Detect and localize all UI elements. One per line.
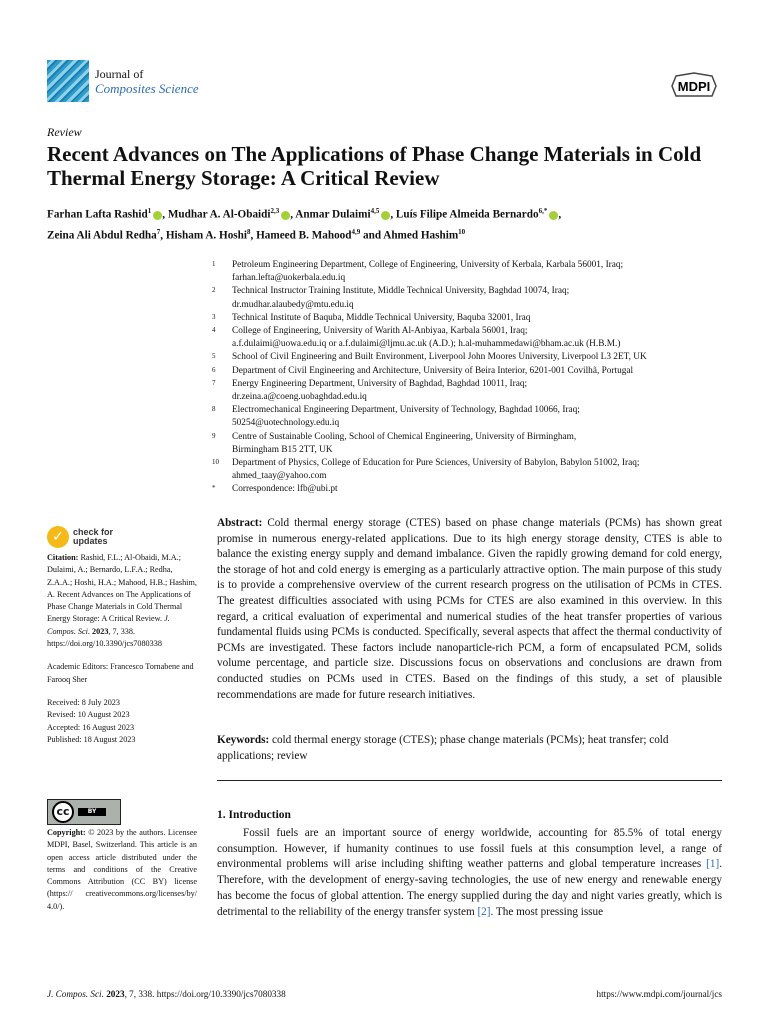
footer-citation — [47, 989, 286, 999]
citation-label: Citation: — [47, 553, 79, 562]
affiliation-line: Energy Engineering Department, University of Baghdad, Baghdad 10011, Iraq; — [232, 378, 528, 389]
updates-line2: updates — [73, 536, 108, 546]
author-affiliation-marker: 1 — [147, 207, 152, 215]
intro-text-3: . The most pressing issue — [490, 905, 604, 918]
intro-text-1: Fossil fuels are an important source of energy worldwide, accounting for 85.5% of total energy consumption. However, if humanity continues to use fossil fuels at this consumption level, a range of environmental problems will arise including shifting weather patterns and global temperature increases — [217, 827, 722, 871]
author-name[interactable]: Zeina Ali Abdul Redha — [47, 229, 157, 242]
reference-link-1[interactable]: [1] — [706, 858, 720, 871]
author-affiliation-marker: 4,9 — [351, 227, 361, 236]
affiliation-item — [212, 285, 732, 311]
abstract-text: Cold thermal energy storage (CTES) based on phase change materials (PCMs) has shown great promise in numerous energy-related applications. Due to its high energy storage density, CTES is able to balance the existing energy supply and demand imbalance. Given the rapidly growing demand for cold energy, the storage of hot and cold energy is emerging as a particularly attractive option. The main purpose of this study is to provide a comprehensive overview of the current research progress on the utilisation of PCMs in CTES. The greatest difficulties associated with using PCMs for CTES are also examined in this overview. In this regard, a critical evaluation of experimental and numerical studies of the heat transfer properties of various fundamental fluids using PCMs is conducted. Specifically, several aspects that affect the thermal conductivity of PCMs are investigated. These factors include nanoparticle-rich PCM, a form of encapsulated PCM, solids volume percentage, and particle size. Discussions focus on observations and conclusions are drawn from conducted studies on PCMs used in CTES. Based on the findings of this study, a set of plausible recommendations are made for future research initiatives. — [217, 517, 723, 701]
section-divider — [217, 780, 722, 781]
copyright-label: Copyright: — [47, 828, 86, 837]
affiliation-line: School of Civil Engineering and Built Environment, Liverpool John Moores University, Liverpool L3 2ET, UK — [232, 352, 647, 363]
author-affiliation-marker: 7 — [156, 227, 161, 236]
affiliation-number: 2 — [212, 286, 216, 295]
orcid-icon[interactable] — [281, 211, 290, 220]
author-affiliation-marker: 10 — [458, 227, 466, 236]
reference-link-2[interactable]: [2] — [477, 905, 491, 918]
affiliation-number: 1 — [212, 260, 216, 268]
affiliation-line: Birmingham B15 2TT, UK — [232, 444, 333, 455]
mdpi-logo-text: MDPI — [677, 79, 711, 94]
section-heading-introduction: 1. Introduction — [217, 809, 291, 821]
copyright-text: © 2023 by the authors. Licensee MDPI, Basel, Switzerland. This article is an open access article distributed under the terms and conditions of the Creative Commons Attribution (CC BY) license (https:// creativecommons.org/licenses/by/ 4.0/). — [47, 828, 198, 911]
citation-year: 2023 — [92, 626, 109, 636]
affiliation-line: a.f.dulaimi@uowa.edu.iq or a.f.dulaimi@ljmu.ac.uk (A.D.); h.al-muhammedawi@bham.ac.uk (H.B.M.) — [232, 339, 621, 350]
citation-text: Rashid, F.L.; Al-Obaidi, M.A.; Dulaimi, A.; Bernardo, L.F.A.; Redha, Z.A.A.; Hoshi, H.A.; Mahood, H.B.; Hashim, A. Recent Advances on The Applications of Phase Change Materials in Cold Thermal Energy Storage: A Critical Review. — [47, 553, 197, 624]
published-date: Published: 18 August 2023 — [47, 734, 136, 744]
keywords-label: Keywords: — [217, 734, 270, 746]
affiliation-line: farhan.lefta@uokerbala.edu.iq — [232, 273, 346, 284]
citation — [47, 552, 197, 650]
affiliation-line: Department of Civil Engineering and Architecture, University of Beira Interior, 6201-001 Covilhã, Portugal — [232, 365, 634, 376]
author-separator: , — [558, 208, 562, 221]
author-name[interactable]: Anmar Dulaimi — [295, 208, 371, 221]
author-separator: , — [160, 229, 166, 242]
affiliation-line: Department of Physics, College of Education for Pure Sciences, University of Babylon, Babylon 51002, Iraq; — [232, 458, 640, 469]
affiliation-line: dr.mudhar.alaubedy@mtu.edu.iq — [232, 299, 354, 310]
affiliation-number: 8 — [212, 405, 216, 414]
article-info-sidebar — [47, 552, 197, 746]
author-affiliation-marker: 6,* — [538, 207, 548, 215]
affiliation-item — [212, 325, 732, 351]
author-list — [47, 203, 737, 244]
cc-icon: cc — [52, 801, 74, 823]
affiliation-number: 3 — [212, 312, 216, 321]
author-separator: , — [162, 208, 168, 221]
affiliation-line: dr.zeina.a@coeng.uobaghdad.edu.iq — [232, 392, 367, 403]
orcid-icon[interactable] — [381, 211, 390, 220]
article-title: Recent Advances on The Applications of Phase Change Materials in Cold Thermal Energy Storage: A Critical Review — [47, 142, 702, 190]
journal-name[interactable]: Composites Science — [95, 81, 199, 96]
accepted-date: Accepted: 16 August 2023 — [47, 722, 135, 732]
footer-journal: J. Compos. Sci. — [47, 989, 104, 999]
updates-line1: check for — [73, 527, 114, 537]
author-separator: , — [290, 208, 296, 221]
introduction-paragraph — [217, 826, 722, 920]
affiliation-number: 6 — [212, 365, 216, 374]
affiliation-line: Centre of Sustainable Cooling, School of Chemical Engineering, University of Birmingham, — [232, 431, 577, 442]
affiliation-line: 50254@uotechnology.edu.iq — [232, 418, 340, 429]
citation-doi[interactable]: , 7, 338. https://doi.org/10.3390/jcs7080338 — [47, 626, 162, 649]
author-affiliation-marker: 8 — [246, 227, 251, 236]
intro-text-2: . Therefore, with the development of energy-saving technologies, the use of new energy and renewable energy has become the focus of global attention. The energy supplied during the day and night varies greatly, which is detrimental to the reliability of the energy transfer system — [217, 858, 722, 918]
author-name[interactable]: Mudhar A. Al-Obaidi — [167, 208, 271, 221]
affiliation-number: 4 — [212, 326, 216, 335]
affiliation-line: Technical Instructor Training Institute, Middle Technical University, Baghdad 10074, Iraq; — [232, 286, 570, 297]
journal-of-text: Journal of — [95, 67, 144, 81]
affiliation-number: 7 — [212, 378, 216, 387]
revised-date: Revised: 10 August 2023 — [47, 710, 130, 720]
affiliation-item — [212, 457, 732, 483]
affiliation-number: 5 — [212, 352, 216, 361]
author-affiliation-marker: 4,5 — [370, 207, 380, 215]
author-separator: and — [360, 229, 384, 242]
affiliation-item — [212, 365, 732, 378]
affiliation-item — [212, 483, 732, 496]
affiliation-item — [212, 378, 732, 404]
affiliation-line: Petroleum Engineering Department, College of Engineering, University of Kerbala, Karbala 56001, Iraq; — [232, 260, 624, 270]
author-affiliation-marker: 2,3 — [270, 207, 280, 215]
affiliation-item — [212, 431, 732, 457]
author-separator: , — [390, 208, 396, 221]
affiliation-number: 10 — [212, 458, 219, 467]
journal-logo — [47, 60, 89, 102]
received-date: Received: 8 July 2023 — [47, 697, 120, 707]
abstract — [217, 516, 722, 703]
affiliation-number: 9 — [212, 431, 216, 440]
author-name[interactable]: Hisham A. Hoshi — [165, 229, 247, 242]
author-name[interactable]: Farhan Lafta Rashid — [47, 208, 148, 221]
affiliation-item — [212, 312, 732, 325]
footer-year: 2023 — [106, 989, 125, 999]
article-type: Review — [47, 125, 82, 139]
cc-by-license-badge[interactable] — [47, 799, 121, 825]
affiliation-line: Technical Institute of Baquba, Middle Technical University, Baquba 32001, Iraq — [232, 312, 531, 323]
citation-journal: J. Compos. Sci. — [47, 614, 170, 636]
copyright-notice — [47, 827, 197, 913]
affiliation-list — [212, 259, 732, 497]
orcid-icon[interactable] — [153, 211, 162, 220]
abstract-label: Abstract: — [217, 517, 263, 529]
affiliation-line: College of Engineering, University of Warith Al-Anbiyaa, Karbala 56001, Iraq; — [232, 326, 528, 337]
affiliation-line: ahmed_taay@yahoo.com — [232, 471, 327, 482]
orcid-icon[interactable] — [549, 211, 558, 220]
affiliation-line: Correspondence: lfb@ubi.pt — [232, 484, 338, 495]
affiliation-item — [212, 259, 732, 285]
mdpi-logo[interactable] — [668, 72, 720, 100]
affiliation-item — [212, 351, 732, 364]
check-icon: ✓ — [47, 526, 69, 548]
affiliation-line: Electromechanical Engineering Department, University of Technology, Baghdad 10066, Iraq; — [232, 405, 580, 416]
academic-editors: Academic Editors: Francesco Tornabene and Farooq Sher — [47, 662, 194, 684]
affiliation-number: * — [212, 484, 216, 493]
keywords — [217, 733, 722, 764]
author-separator: , — [250, 229, 257, 242]
footer-journal-url[interactable]: https://www.mdpi.com/journal/jcs — [596, 989, 722, 999]
by-icon: BY — [78, 808, 106, 816]
author-name[interactable]: Luís Filipe Almeida Bernardo — [395, 208, 539, 221]
author-name[interactable]: Hameed B. Mahood — [256, 229, 352, 242]
affiliation-item — [212, 404, 732, 430]
author-name[interactable]: Ahmed Hashim — [383, 229, 459, 242]
keywords-text: cold thermal energy storage (CTES); phase change materials (PCMs); heat transfer; cold applications; review — [217, 734, 669, 762]
footer-doi[interactable]: , 7, 338. https://doi.org/10.3390/jcs7080338 — [124, 989, 286, 999]
check-for-updates-button[interactable] — [47, 526, 113, 548]
